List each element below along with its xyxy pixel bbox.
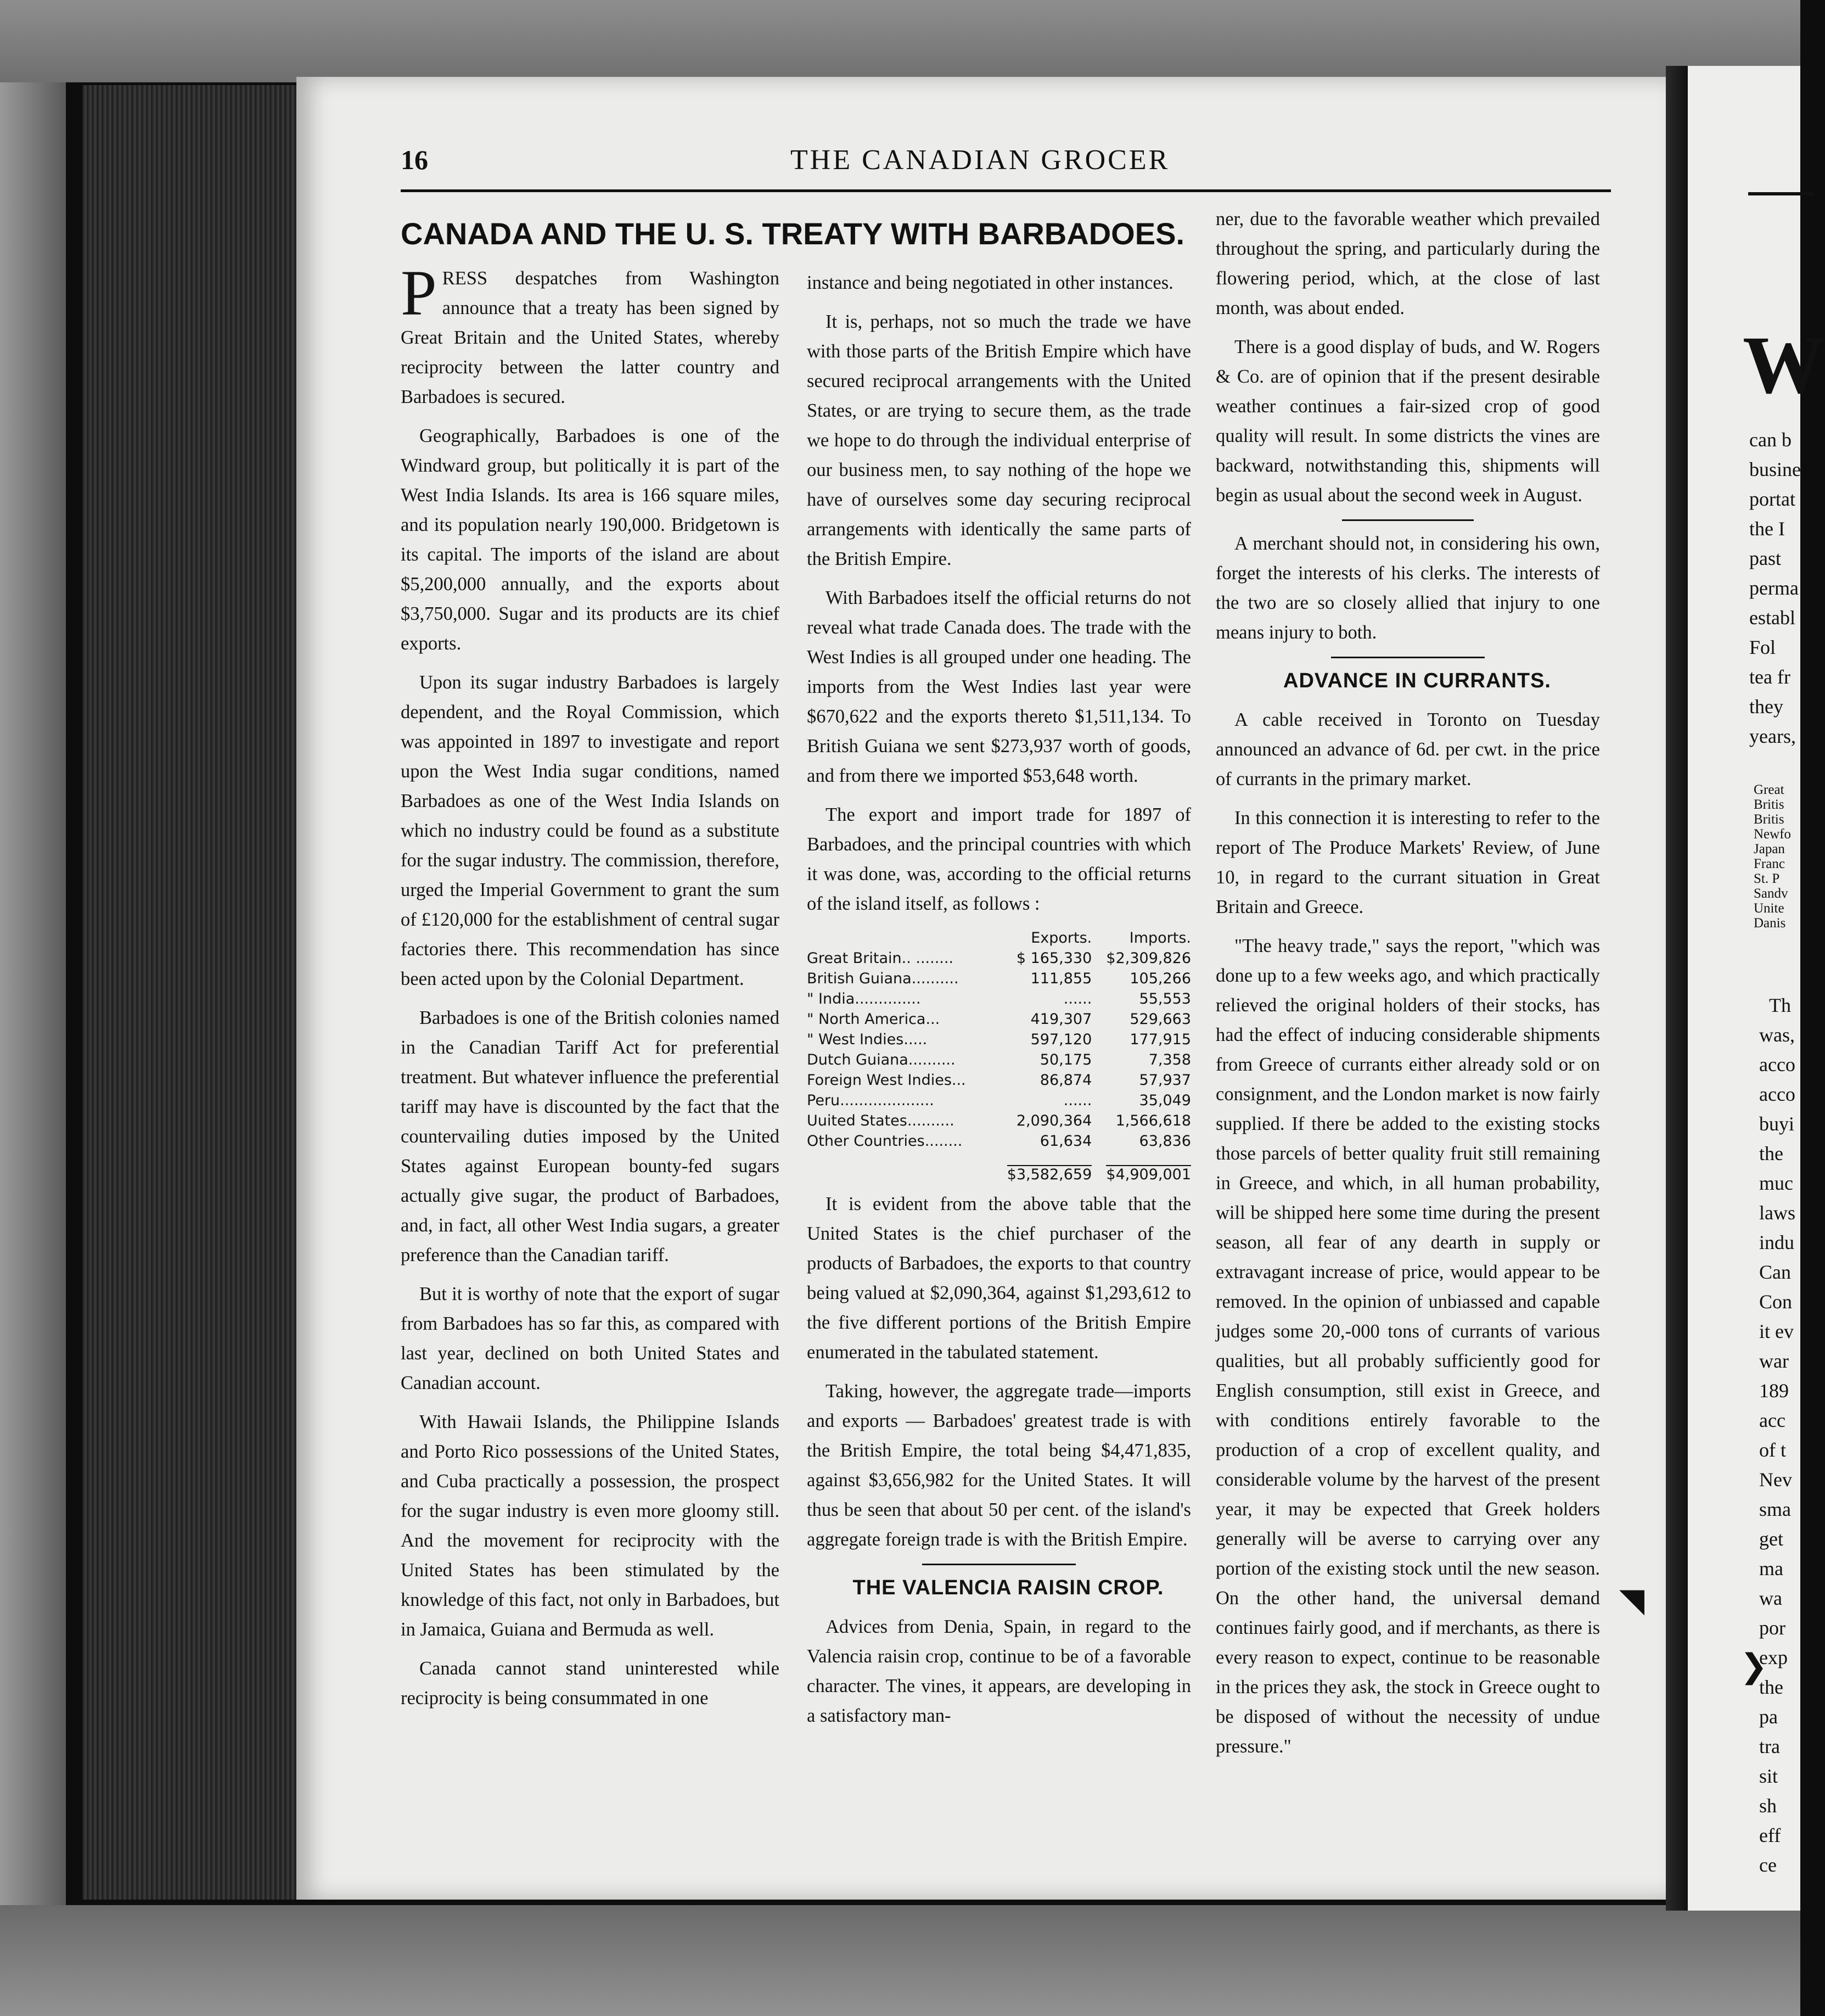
country-cell: Other Countries........: [807, 1133, 963, 1150]
trade-table: [807, 928, 1191, 1185]
facing-page-line: can b: [1749, 429, 1792, 451]
exports-cell: ......: [1063, 1092, 1092, 1109]
column-1: [401, 257, 779, 1722]
section-rule: [922, 1564, 1076, 1565]
exports-cell: 86,874: [1040, 1072, 1092, 1089]
exports-cell: ......: [1063, 990, 1092, 1007]
table-row: [807, 989, 1191, 1009]
paragraph: In this connection it is interesting to refer to the report of The Produce Markets' Review, of June 10, in regard to the currant situation in Great Britain and Greece.: [1216, 808, 1600, 917]
country-cell: " India..............: [807, 990, 921, 1007]
paragraph: Barbadoes is one of the British colonies named in the Canadian Tariff Act for preferential treatment. But whatever influence the preferential tariff may have is discounted by the fact that the countervailing duties imposed by the United States against European bounty-fed sugars actually give sugar, the product of Barbadoes, and, in fact, all other West India sugars, a greater preference than the Canadian tariff.: [401, 1007, 779, 1265]
exports-cell: 597,120: [1030, 1031, 1092, 1048]
paragraph: A merchant should not, in considering his own, forget the interests of his clerks. The interests of the two are so closely allied that injury to one means injury to both.: [1216, 533, 1600, 643]
ink-mark-icon: ◥: [1619, 1582, 1645, 1619]
total-exports: $3,582,659: [1007, 1166, 1092, 1183]
facing-page-line: pa: [1759, 1706, 1778, 1728]
paragraph: Geographically, Barbadoes is one of the Windward group, but politically it is part of the West India Islands. Its area is 166 square miles, and its population nearly 190,000. Bridgetown is its capital. The imports of the island are about $5,200,000 annually, and the exports about $3,750,000. Sugar and its products are its chief exports.: [401, 425, 779, 654]
facing-page-line: busine: [1749, 458, 1801, 480]
paragraph: Upon its sugar industry Barbadoes is largely dependent, and the Royal Commission, which was appointed in 1897 to investigate and report upon the West India sugar conditions, named Barbadoes as one of the West India Islands on which no industry could be found as a substitute for the sugar industry. The commission, therefore, urged the Imperial Government to grant the sum of £120,000 for the establishment of central sugar factories there. This recommendation has since been acted upon by the Colonial Department.: [401, 672, 779, 989]
facing-page-line: perma: [1749, 577, 1799, 599]
header-rule: [401, 189, 1611, 192]
exports-cell: 2,090,364: [1016, 1112, 1092, 1129]
scan-background-bottom: [0, 1905, 1800, 2016]
facing-page-line: muc: [1759, 1172, 1793, 1194]
paragraph: instance and being negotiated in other instances.: [807, 272, 1173, 293]
article-title: CANADA AND THE U. S. TREATY WITH BARBADOES.: [401, 216, 1184, 251]
facing-page-line: get: [1759, 1528, 1783, 1550]
imports-cell: $2,309,826: [1106, 950, 1191, 967]
facing-page-line: the: [1759, 1676, 1783, 1698]
country-cell: Dutch Guiana..........: [807, 1051, 956, 1068]
facing-page-line: sit: [1759, 1765, 1778, 1787]
facing-page-list-item: Great: [1754, 782, 1784, 797]
facing-page-list-item: Sandv: [1754, 886, 1788, 901]
paragraph: [401, 257, 779, 412]
table-row: [807, 1009, 1191, 1029]
table-row: [807, 1090, 1191, 1111]
paragraph: Taking, however, the aggregate trade—imports and exports — Barbadoes' greatest trade is with the British Empire, the total being $4,471,835, against $3,656,982 for the United States. It will thus be seen that about 50 per cent. of the island's aggregate foreign trade is with the British Empire.: [807, 1381, 1191, 1550]
paragraph: Advices from Denia, Spain, in regard to the Valencia raisin crop, continue to be of a favorable character. The vines, it appears, are developing in a satisfactory man-: [807, 1616, 1191, 1726]
pen-mark-icon: ❯: [1740, 1648, 1768, 1684]
facing-page-line: the: [1759, 1143, 1783, 1164]
facing-page-line: wa: [1759, 1587, 1782, 1609]
imports-cell: 55,553: [1139, 990, 1191, 1007]
exports-cell: 61,634: [1040, 1133, 1092, 1150]
column-2: [807, 268, 1191, 1740]
page-number: 16: [401, 144, 428, 175]
paragraph: A cable received in Toronto on Tuesday announced an advance of 6d. per cwt. in the price of currants in the primary market.: [1216, 709, 1600, 789]
imports-cell: 57,937: [1139, 1072, 1191, 1089]
facing-page-line: acco: [1759, 1083, 1795, 1105]
country-cell: Peru....................: [807, 1092, 934, 1109]
table-row: [807, 1070, 1191, 1090]
facing-page-line: sh: [1759, 1795, 1777, 1817]
facing-page-line: exp: [1759, 1647, 1788, 1668]
total-imports: $4,909,001: [1106, 1166, 1191, 1183]
paragraph: With Hawaii Islands, the Philippine Islands and Porto Rico possessions of the United States, and Cuba practically a possession, the prospect for the sugar industry is even more gloomy still. And the movement for reciprocity with the United States has been stimulated by the knowledge of this fact, not only in Barbadoes, but in Jamaica, Guiana and Bermuda as well.: [401, 1412, 779, 1640]
facing-page-line: war: [1759, 1350, 1789, 1372]
facing-page-list-item: Unite: [1754, 901, 1784, 916]
country-cell: Great Britain.. ........: [807, 950, 954, 967]
exports-cell: 50,175: [1040, 1051, 1092, 1068]
imports-cell: 177,915: [1130, 1031, 1191, 1048]
running-head: THE CANADIAN GROCER: [790, 144, 1170, 176]
country-cell: " West Indies.....: [807, 1031, 928, 1048]
facing-page-line: eff: [1759, 1824, 1781, 1846]
facing-page-list-item: Franc: [1754, 856, 1785, 871]
scan-background-top: [0, 0, 1800, 82]
country-cell: " North America...: [807, 1011, 940, 1028]
facing-page-list-item: Japan: [1754, 842, 1785, 856]
facing-page-list-item: Newfo: [1754, 827, 1792, 842]
table-row: [807, 1131, 1191, 1151]
paragraph: But it is worthy of note that the export of sugar from Barbadoes has so far this, as compared with last year, declined on both United States and Canadian account.: [401, 1284, 779, 1393]
section-title-currants: ADVANCE IN CURRANTS.: [1283, 669, 1551, 692]
section-rule: [1342, 519, 1474, 521]
imports-cell: 105,266: [1130, 970, 1191, 987]
country-cell: Foreign West Indies...: [807, 1072, 966, 1089]
imports-cell: 1,566,618: [1115, 1112, 1191, 1129]
facing-page-line: buyi: [1759, 1113, 1795, 1135]
facing-page-line: ce: [1759, 1854, 1777, 1876]
table-row: [807, 1029, 1191, 1050]
facing-page-line: Nev: [1759, 1469, 1792, 1491]
section-title-raisin: THE VALENCIA RAISIN CROP.: [852, 1576, 1164, 1599]
paragraph: The export and import trade for 1897 of Barbadoes, and the principal countries with which it was done, was, according to the official returns of the island itself, as follows :: [807, 804, 1191, 914]
country-cell: Uuited States..........: [807, 1112, 954, 1129]
imports-cell: 529,663: [1130, 1011, 1191, 1028]
facing-page-line: the I: [1749, 518, 1785, 540]
facing-page-list-item: Britis: [1754, 812, 1784, 827]
facing-page-line: acc: [1759, 1409, 1785, 1431]
facing-page-rule: [1748, 192, 1814, 195]
paragraph: It is evident from the above table that the United States is the chief purchaser of the products of Barbadoes, the exports to that country being valued at $2,090,364, against $1,293,612 to the five different portions of the British Empire enumerated in the tabulated statement.: [807, 1194, 1191, 1363]
facing-page-list-item: St. P: [1754, 871, 1780, 886]
facing-page-line: portat: [1749, 488, 1795, 510]
drop-cap: P: [401, 257, 437, 329]
paragraph: ner, due to the favorable weather which prevailed throughout the spring, and particularly during the flowering period, which, at the close of last month, was about ended.: [1216, 209, 1600, 318]
facing-page-line: years,: [1749, 725, 1796, 747]
table-row: [807, 968, 1191, 989]
country-cell: British Guiana..........: [807, 970, 959, 987]
facing-page-line: past: [1749, 547, 1781, 569]
facing-page-line: establ: [1749, 607, 1795, 629]
exports-header: Exports.: [1031, 929, 1092, 947]
paragraph: "The heavy trade," says the report, "which was done up to a few weeks ago, and which practically relieved the original holders of their stocks, has had the effect of inducing considerable shipments from Greece of currants either already sold or on consignment, and the London market is now fairly supplied. If there be added to the existing stocks those parcels of better quality fruit still remaining in Greece, and which, in all human probability, will be shipped here some time during the present season, all fear of any dearth in supply or extravagant increase of price, would appear to be removed. In the opinion of unbiassed and capable judges some 20,-000 tons of currants of various qualities, but all probably sufficiently good for English consumption, still exist in Greece, and with conditions entirely favorable to the production of a crop of excellent quality, and considerable volume by the harvest of the present year, it may be expected that Greek holders generally will be averse to carrying over any portion of the existing stock until the new season. On the other hand, the universal demand continues fairly good, and if merchants, as there is every reason to expect, continue to be reasonable in the prices they ask, the stock in Greece ought to be disposed of without the necessity of undue pressure.": [1216, 936, 1600, 1757]
column-3: [1216, 204, 1600, 1771]
paragraph-text: RESS despatches from Washington announce that a treaty has been signed by Great Britain and the United States, whereby reciprocity between the latter country and Barbadoes is secured.: [401, 268, 779, 407]
facing-page-line: acco: [1759, 1054, 1795, 1076]
imports-cell: 7,358: [1148, 1051, 1191, 1068]
book-page-edges: [82, 85, 299, 1900]
book-gutter: [1666, 66, 1688, 1911]
paragraph: It is, perhaps, not so much the trade we have with those parts of the British Empire which have secured reciprocal arrangements with the United States, or are trying to secure them, as the trade we hope to do through the individual enterprise of our business men, to say nothing of the hope we have of ourselves some day securing reciprocal arrangements with identically the same parts of the British Empire.: [807, 311, 1191, 569]
facing-page-line: 189: [1759, 1380, 1789, 1402]
table-row: [807, 1111, 1191, 1131]
exports-cell: 419,307: [1030, 1011, 1092, 1028]
section-rule: [1331, 657, 1485, 658]
facing-page-line: it ev: [1759, 1320, 1794, 1342]
paragraph: With Barbadoes itself the official returns do not reveal what trade Canada does. The trade with the West Indies is all grouped under one heading. The imports from the West Indies last year were $670,622 and the exports thereto $1,511,134. To British Guiana we sent $273,937 worth of goods, and from there we imported $53,648 worth.: [807, 587, 1191, 786]
exports-cell: 111,855: [1030, 970, 1092, 987]
facing-page-line: sma: [1759, 1498, 1791, 1520]
facing-page-list-item: Danis: [1754, 916, 1786, 931]
table-row: [807, 1050, 1191, 1070]
facing-page-line: was,: [1759, 1024, 1795, 1046]
paragraph: Canada cannot stand uninterested while reciprocity is being consummated in one: [401, 1658, 779, 1709]
facing-page-line: ma: [1759, 1558, 1783, 1580]
facing-page: [1688, 66, 1825, 1911]
facing-page-line: por: [1759, 1617, 1785, 1639]
facing-page-line: Con: [1759, 1291, 1793, 1313]
facing-page-line: of t: [1759, 1439, 1786, 1461]
facing-page-list-item: Britis: [1754, 797, 1784, 812]
facing-page-line: Fol: [1749, 636, 1776, 658]
scan-background-left: [0, 82, 66, 2016]
facing-page-line: Can: [1759, 1261, 1791, 1283]
paragraph: There is a good display of buds, and W. Rogers & Co. are of opinion that if the present desirable weather continues a fair-sized crop of good quality will result. In some districts the vines are backward, notwithstanding this, shipments will begin as usual about the second week in August.: [1216, 337, 1600, 506]
imports-cell: 63,836: [1139, 1133, 1191, 1150]
facing-page-line: they: [1749, 696, 1783, 718]
table-total-row: [807, 1151, 1191, 1185]
exports-cell: $ 165,330: [1016, 950, 1092, 967]
facing-page-dropcap: W: [1743, 320, 1825, 411]
facing-page-line: indu: [1759, 1231, 1795, 1253]
table-row: [807, 948, 1191, 968]
facing-page-line: Th: [1769, 994, 1791, 1016]
imports-header: Imports.: [1129, 929, 1191, 947]
imports-cell: 35,049: [1139, 1092, 1191, 1109]
facing-page-line: laws: [1759, 1202, 1795, 1224]
facing-page-line: tea fr: [1749, 666, 1790, 688]
facing-page-line: tra: [1759, 1735, 1780, 1757]
table-header-row: [807, 928, 1191, 948]
